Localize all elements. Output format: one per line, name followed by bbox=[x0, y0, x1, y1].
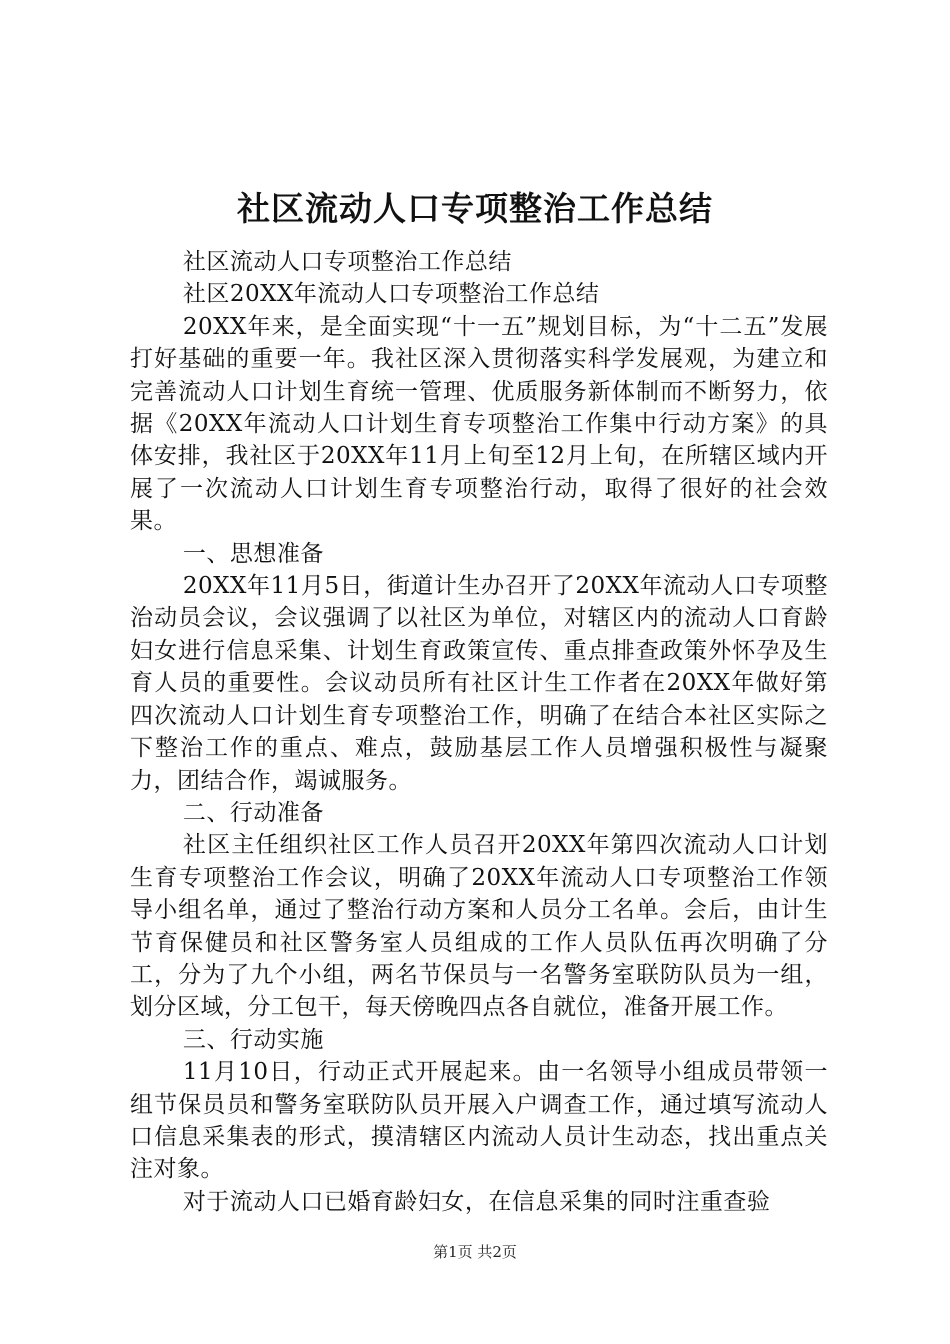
document-title: 社区流动人口专项整治工作总结 bbox=[237, 189, 713, 228]
paragraph-implementation: 11月10日，行动正式开展起来。由一名领导小组成员带领一组节保员员和警务室联防队员开展入户调查工作，通过填写流动人口信息采集表的形式，摸清辖区内流动人员计生动态，找出重点关注对象。 bbox=[130, 1059, 828, 1183]
section-heading-thought: 一、思想准备 bbox=[182, 540, 324, 567]
section-heading-implementation: 三、行动实施 bbox=[182, 1026, 324, 1053]
paragraph-thought: 20XX年11月5日，街道计生办召开了20XX年流动人口专项整治动员会议，会议强调了以社区为单位，对辖区内的流动人口育龄妇女进行信息采集、计划生育政策宣传、重点排查政策外怀孕及生育人员的重要性。会议动员所有社区计生工作者在20XX年做好第四次流动人口计划生育专项整治工作，明确了在结合本社区实际之下整治工作的重点、难点，鼓励基层工作人员增强积极性与凝聚力，团结合作，竭诚服务。 bbox=[130, 573, 828, 794]
paragraph-action-prep: 社区主任组织社区工作人员召开20XX年第四次流动人口计划生育专项整治工作会议，明确了20XX年流动人口专项整治工作领导小组名单，通过了整治行动方案和人员分工名单。会后，由计生节育保健员和社区警务室人员组成的工作人员队伍再次明确了分工，分为了九个小组，两名节保员与一名警务室联防队员为一组，划分区域，分工包干，每天傍晚四点各自就位，准备开展工作。 bbox=[130, 832, 828, 1021]
page-number: 第1页 共2页 bbox=[433, 1243, 517, 1261]
paragraph-married-women: 对于流动人口已婚育龄妇女，在信息采集的同时注重查验 bbox=[182, 1188, 771, 1215]
section-heading-action-prep: 二、行动准备 bbox=[182, 799, 324, 826]
paragraph-subtitle: 社区流动人口专项整治工作总结 bbox=[182, 249, 512, 275]
paragraph-subtitle-year: 社区20XX年流动人口专项整治工作总结 bbox=[182, 281, 600, 308]
document-body bbox=[130, 200, 828, 1218]
paragraph-intro: 20XX年来，是全面实现“十一五”规划目标，为“十二五”发展打好基础的重要一年。我社区深入贯彻落实科学发展观，为建立和完善流动人口计划生育统一管理、优质服务新体制而不断努力，依据《20XX年流动人口计划生育专项整治工作集中行动方案》的具体安排，我社区于20XX年11月上旬至12月上旬，在所辖区域内开展了一次流动人口计划生育专项整治行动，取得了很好的社会效果。 bbox=[130, 313, 828, 535]
